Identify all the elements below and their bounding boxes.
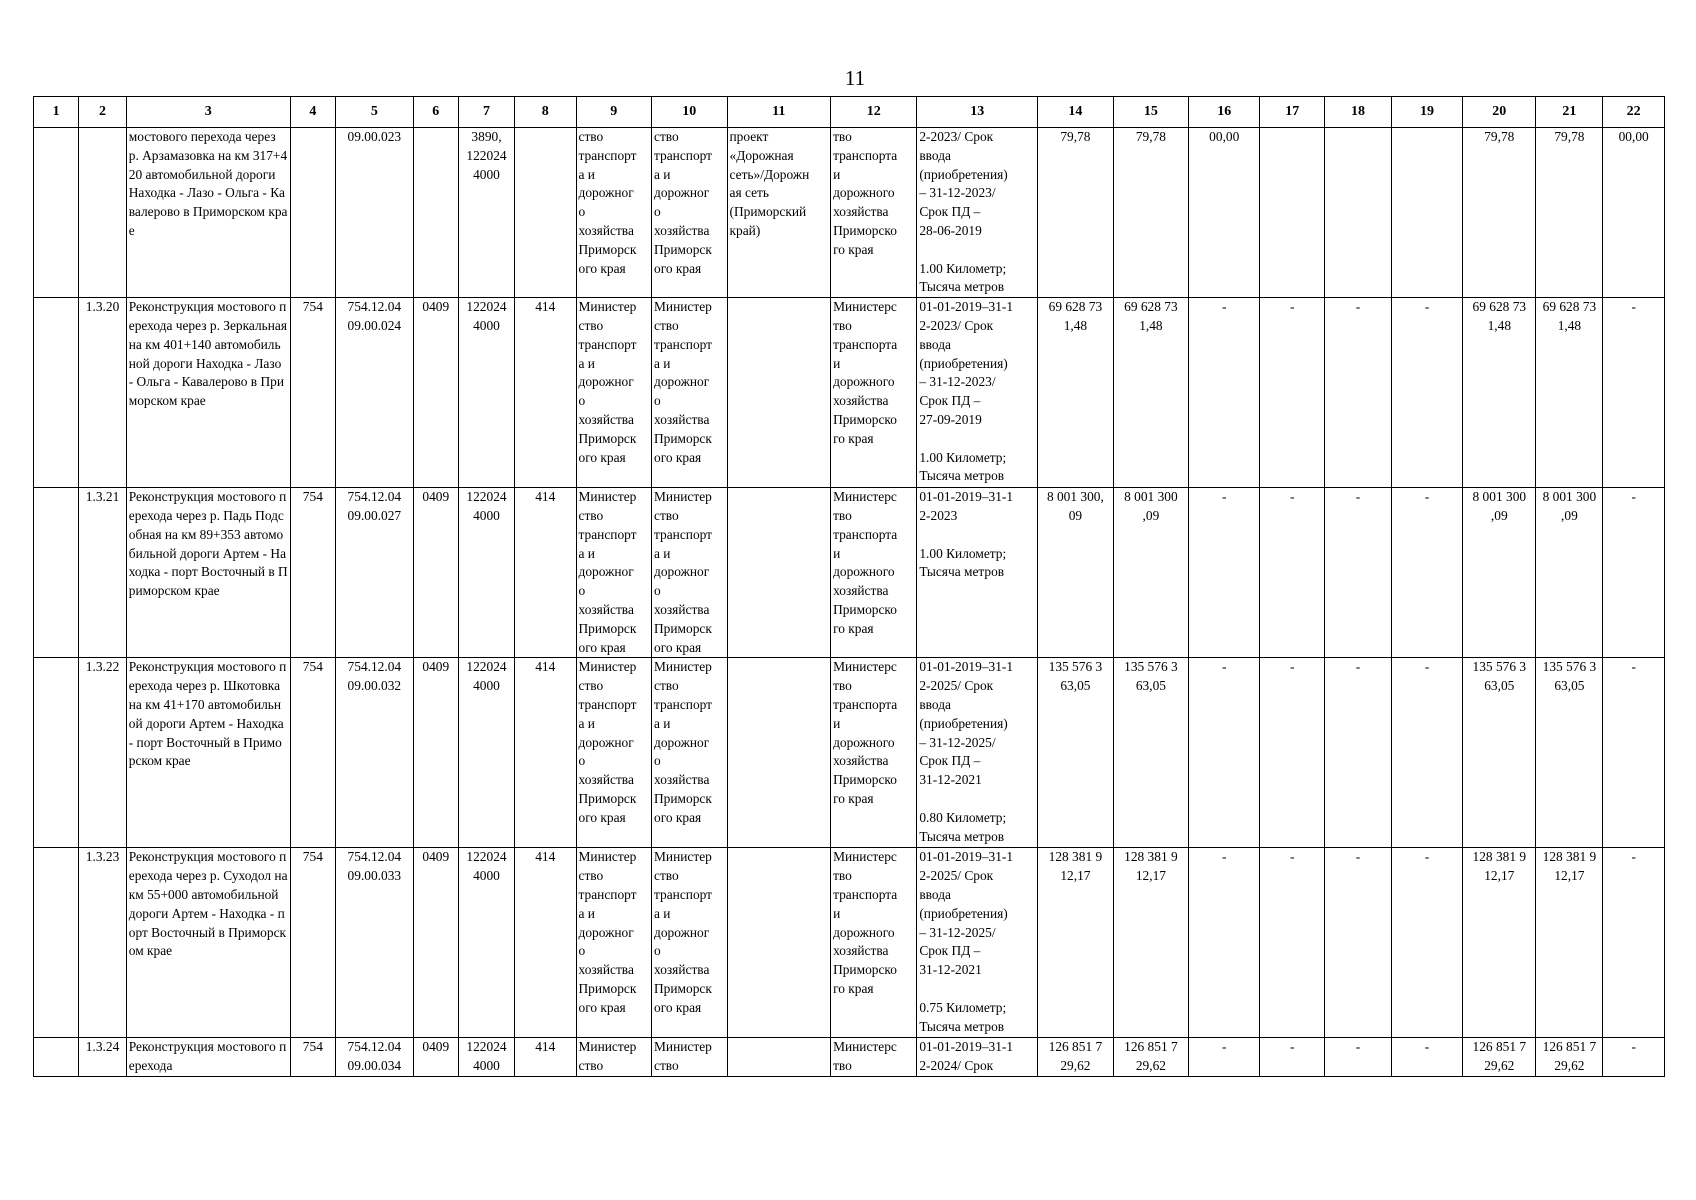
table-cell-col-8: 414 bbox=[515, 848, 576, 1038]
table-cell-col-2: 1.3.20 bbox=[79, 298, 126, 488]
table-cell-col-7: 122024 4000 bbox=[458, 488, 514, 658]
table-cell-col-2: 1.3.22 bbox=[79, 658, 126, 848]
table-cell-col-11 bbox=[727, 488, 831, 658]
column-header: 5 bbox=[336, 97, 414, 128]
table-cell-col-15: 8 001 300 ,09 bbox=[1113, 488, 1189, 658]
table-cell-col-19 bbox=[1391, 128, 1462, 298]
register-table bbox=[33, 96, 1665, 1077]
table-cell-col-2: 1.3.24 bbox=[79, 1038, 126, 1077]
table-cell-col-12: Министерс тво транспорта и дорожного хозяйства Приморско го края bbox=[831, 298, 917, 488]
table-cell-col-19: - bbox=[1391, 848, 1462, 1038]
table-cell-col-22: - bbox=[1603, 658, 1665, 848]
table-cell-col-22: - bbox=[1603, 1038, 1665, 1077]
table-cell-col-20: 126 851 7 29,62 bbox=[1463, 1038, 1536, 1077]
table-cell-col-12: Министерс тво bbox=[831, 1038, 917, 1077]
table-cell-col-13: 01-01-2019–31-1 2-2025/ Срок ввода (приобретения) – 31-12-2025/ Срок ПД – 31-12-2021 0.75 Километр; Тысяча метров bbox=[917, 848, 1038, 1038]
table-cell-col-4: 754 bbox=[290, 488, 335, 658]
column-header: 20 bbox=[1463, 97, 1536, 128]
table-cell-col-17: - bbox=[1260, 848, 1325, 1038]
table-cell-col-9: Министер ство транспорт а и дорожног о хозяйства Приморск ого края bbox=[576, 658, 652, 848]
table-cell-col-11 bbox=[727, 658, 831, 848]
table-cell-col-16: - bbox=[1189, 298, 1260, 488]
table-cell-col-21: 135 576 3 63,05 bbox=[1536, 658, 1603, 848]
table-cell-col-6: 0409 bbox=[413, 658, 458, 848]
table-cell-col-1 bbox=[34, 848, 79, 1038]
table-cell-col-14: 8 001 300, 09 bbox=[1038, 488, 1114, 658]
table-cell-col-15: 128 381 9 12,17 bbox=[1113, 848, 1189, 1038]
table-cell-col-21: 69 628 73 1,48 bbox=[1536, 298, 1603, 488]
table-cell-col-17 bbox=[1260, 128, 1325, 298]
table-cell-col-19: - bbox=[1391, 1038, 1462, 1077]
table-cell-col-10: Министер ство транспорт а и дорожног о хозяйства Приморск ого края bbox=[652, 848, 728, 1038]
table-cell-col-22: - bbox=[1603, 298, 1665, 488]
column-header: 16 bbox=[1189, 97, 1260, 128]
column-header: 2 bbox=[79, 97, 126, 128]
table-cell-col-10: Министер ство транспорт а и дорожног о хозяйства Приморск ого края bbox=[652, 488, 728, 658]
table-cell-col-3: Реконструкция мостового перехода bbox=[126, 1038, 290, 1077]
column-header: 7 bbox=[458, 97, 514, 128]
table-cell-col-2: 1.3.21 bbox=[79, 488, 126, 658]
table-cell-col-13: 2-2023/ Срок ввода (приобретения) – 31-12-2023/ Срок ПД – 28-06-2019 1.00 Километр; Тысяча метров bbox=[917, 128, 1038, 298]
table-cell-col-5: 754.12.04 09.00.024 bbox=[336, 298, 414, 488]
table-cell-col-3: Реконструкция мостового перехода через р. Шкотовка на км 41+170 автомобильной дороги Артем - Находка - порт Восточный в Приморском крае bbox=[126, 658, 290, 848]
table-cell-col-18: - bbox=[1325, 658, 1392, 848]
table-cell-col-18: - bbox=[1325, 1038, 1392, 1077]
table-cell-col-3: Реконструкция мостового перехода через р. Суходол на км 55+000 автомобильной дороги Артем - Находка - порт Восточный в Приморском крае bbox=[126, 848, 290, 1038]
table-cell-col-15: 79,78 bbox=[1113, 128, 1189, 298]
table-cell-col-1 bbox=[34, 488, 79, 658]
table-cell-col-13: 01-01-2019–31-1 2-2023/ Срок ввода (приобретения) – 31-12-2023/ Срок ПД – 27-09-2019 1.00 Километр; Тысяча метров bbox=[917, 298, 1038, 488]
column-header: 9 bbox=[576, 97, 652, 128]
table-cell-col-8: 414 bbox=[515, 488, 576, 658]
table-cell-col-3: мостового перехода через р. Арзамазовка на км 317+420 автомобильной дороги Находка - Лазо - Ольга - Кавалерово в Приморском крае bbox=[126, 128, 290, 298]
table-cell-col-15: 69 628 73 1,48 bbox=[1113, 298, 1189, 488]
column-header: 15 bbox=[1113, 97, 1189, 128]
table-cell-col-6: 0409 bbox=[413, 298, 458, 488]
table-cell-col-4: 754 bbox=[290, 298, 335, 488]
table-cell-col-22: 00,00 bbox=[1603, 128, 1665, 298]
table-cell-col-14: 79,78 bbox=[1038, 128, 1114, 298]
table-cell-col-20: 8 001 300 ,09 bbox=[1463, 488, 1536, 658]
table-cell-col-11: проект «Дорожная сеть»/Дорожн ая сеть (Приморский край) bbox=[727, 128, 831, 298]
table-cell-col-21: 8 001 300 ,09 bbox=[1536, 488, 1603, 658]
table-cell-col-13: 01-01-2019–31-1 2-2023 1.00 Километр; Тысяча метров bbox=[917, 488, 1038, 658]
table-cell-col-1 bbox=[34, 298, 79, 488]
page-number: 11 bbox=[844, 66, 866, 90]
table-cell-col-16: - bbox=[1189, 1038, 1260, 1077]
table-cell-col-16: 00,00 bbox=[1189, 128, 1260, 298]
table-cell-col-4: 754 bbox=[290, 1038, 335, 1077]
table-cell-col-19: - bbox=[1391, 658, 1462, 848]
table-cell-col-5: 754.12.04 09.00.027 bbox=[336, 488, 414, 658]
table-cell-col-7: 122024 4000 bbox=[458, 658, 514, 848]
table-cell-col-6: 0409 bbox=[413, 488, 458, 658]
table-cell-col-12: Министерс тво транспорта и дорожного хозяйства Приморско го края bbox=[831, 488, 917, 658]
table-cell-col-18: - bbox=[1325, 488, 1392, 658]
table-cell-col-7: 122024 4000 bbox=[458, 1038, 514, 1077]
table-cell-col-20: 128 381 9 12,17 bbox=[1463, 848, 1536, 1038]
column-header: 8 bbox=[515, 97, 576, 128]
table-cell-col-15: 135 576 3 63,05 bbox=[1113, 658, 1189, 848]
column-header: 12 bbox=[831, 97, 917, 128]
table-cell-col-14: 126 851 7 29,62 bbox=[1038, 1038, 1114, 1077]
table-cell-col-16: - bbox=[1189, 658, 1260, 848]
table-row bbox=[34, 848, 1665, 1038]
table-cell-col-6 bbox=[413, 128, 458, 298]
column-header: 1 bbox=[34, 97, 79, 128]
table-cell-col-11 bbox=[727, 298, 831, 488]
table-cell-col-17: - bbox=[1260, 658, 1325, 848]
table-cell-col-10: Министер ство транспорт а и дорожног о хозяйства Приморск ого края bbox=[652, 658, 728, 848]
column-header: 17 bbox=[1260, 97, 1325, 128]
column-header: 14 bbox=[1038, 97, 1114, 128]
table-cell-col-21: 128 381 9 12,17 bbox=[1536, 848, 1603, 1038]
table-cell-col-8: 414 bbox=[515, 658, 576, 848]
table-cell-col-22: - bbox=[1603, 488, 1665, 658]
column-header: 11 bbox=[727, 97, 831, 128]
table-cell-col-11 bbox=[727, 848, 831, 1038]
table-cell-col-1 bbox=[34, 128, 79, 298]
table-cell-col-11 bbox=[727, 1038, 831, 1077]
column-header: 3 bbox=[126, 97, 290, 128]
table-cell-col-18 bbox=[1325, 128, 1392, 298]
table-cell-col-20: 135 576 3 63,05 bbox=[1463, 658, 1536, 848]
table-cell-col-10: ство транспорт а и дорожног о хозяйства Приморск ого края bbox=[652, 128, 728, 298]
table-cell-col-9: Министер ство транспорт а и дорожног о хозяйства Приморск ого края bbox=[576, 298, 652, 488]
table-cell-col-16: - bbox=[1189, 488, 1260, 658]
table-cell-col-15: 126 851 7 29,62 bbox=[1113, 1038, 1189, 1077]
table-cell-col-10: Министер ство транспорт а и дорожног о хозяйства Приморск ого края bbox=[652, 298, 728, 488]
table-cell-col-17: - bbox=[1260, 488, 1325, 658]
table-cell-col-18: - bbox=[1325, 848, 1392, 1038]
column-header: 6 bbox=[413, 97, 458, 128]
table-cell-col-4: 754 bbox=[290, 848, 335, 1038]
table-row bbox=[34, 128, 1665, 298]
column-header: 21 bbox=[1536, 97, 1603, 128]
column-header: 4 bbox=[290, 97, 335, 128]
header-row bbox=[34, 97, 1665, 128]
table-cell-col-10: Министер ство bbox=[652, 1038, 728, 1077]
table-cell-col-14: 69 628 73 1,48 bbox=[1038, 298, 1114, 488]
column-header: 13 bbox=[917, 97, 1038, 128]
table-cell-col-2 bbox=[79, 128, 126, 298]
table-cell-col-9: ство транспорт а и дорожног о хозяйства Приморск ого края bbox=[576, 128, 652, 298]
table-cell-col-3: Реконструкция мостового перехода через р. Падь Подсобная на км 89+353 автомобильной дороги Артем - Находка - порт Восточный в Приморском крае bbox=[126, 488, 290, 658]
table-cell-col-9: Министер ство bbox=[576, 1038, 652, 1077]
table-cell-col-7: 122024 4000 bbox=[458, 298, 514, 488]
table-row bbox=[34, 1038, 1665, 1077]
table-cell-col-8: 414 bbox=[515, 298, 576, 488]
table-cell-col-6: 0409 bbox=[413, 1038, 458, 1077]
table-cell-col-20: 79,78 bbox=[1463, 128, 1536, 298]
table-cell-col-22: - bbox=[1603, 848, 1665, 1038]
table-cell-col-5: 754.12.04 09.00.034 bbox=[336, 1038, 414, 1077]
table-cell-col-20: 69 628 73 1,48 bbox=[1463, 298, 1536, 488]
table-cell-col-4: 754 bbox=[290, 658, 335, 848]
table-cell-col-14: 135 576 3 63,05 bbox=[1038, 658, 1114, 848]
table-cell-col-5: 754.12.04 09.00.033 bbox=[336, 848, 414, 1038]
table-cell-col-12: тво транспорта и дорожного хозяйства Приморско го края bbox=[831, 128, 917, 298]
table-row bbox=[34, 488, 1665, 658]
table-cell-col-19: - bbox=[1391, 488, 1462, 658]
table-cell-col-13: 01-01-2019–31-1 2-2024/ Срок bbox=[917, 1038, 1038, 1077]
table-cell-col-3: Реконструкция мостового перехода через р. Зеркальная на км 401+140 автомобильной дороги Находка - Лазо - Ольга - Кавалерово в Приморском крае bbox=[126, 298, 290, 488]
table-cell-col-7: 122024 4000 bbox=[458, 848, 514, 1038]
table-row bbox=[34, 298, 1665, 488]
table-cell-col-19: - bbox=[1391, 298, 1462, 488]
column-header: 19 bbox=[1391, 97, 1462, 128]
table-cell-col-2: 1.3.23 bbox=[79, 848, 126, 1038]
table-cell-col-21: 79,78 bbox=[1536, 128, 1603, 298]
table-cell-col-1 bbox=[34, 1038, 79, 1077]
table-cell-col-6: 0409 bbox=[413, 848, 458, 1038]
table-cell-col-8: 414 bbox=[515, 1038, 576, 1077]
table-cell-col-4 bbox=[290, 128, 335, 298]
table-cell-col-18: - bbox=[1325, 298, 1392, 488]
table-cell-col-12: Министерс тво транспорта и дорожного хозяйства Приморско го края bbox=[831, 848, 917, 1038]
table-cell-col-14: 128 381 9 12,17 bbox=[1038, 848, 1114, 1038]
table-cell-col-12: Министерс тво транспорта и дорожного хозяйства Приморско го края bbox=[831, 658, 917, 848]
table-cell-col-17: - bbox=[1260, 298, 1325, 488]
column-header: 10 bbox=[652, 97, 728, 128]
table-cell-col-9: Министер ство транспорт а и дорожног о хозяйства Приморск ого края bbox=[576, 488, 652, 658]
table-cell-col-8 bbox=[515, 128, 576, 298]
table-cell-col-16: - bbox=[1189, 848, 1260, 1038]
table-cell-col-21: 126 851 7 29,62 bbox=[1536, 1038, 1603, 1077]
table-cell-col-5: 754.12.04 09.00.032 bbox=[336, 658, 414, 848]
table-cell-col-7: 3890, 122024 4000 bbox=[458, 128, 514, 298]
table-cell-col-13: 01-01-2019–31-1 2-2025/ Срок ввода (приобретения) – 31-12-2025/ Срок ПД – 31-12-2021 0.80 Километр; Тысяча метров bbox=[917, 658, 1038, 848]
table-cell-col-1 bbox=[34, 658, 79, 848]
column-header: 18 bbox=[1325, 97, 1392, 128]
table-cell-col-17: - bbox=[1260, 1038, 1325, 1077]
table-cell-col-5: 09.00.023 bbox=[336, 128, 414, 298]
table-cell-col-9: Министер ство транспорт а и дорожног о хозяйства Приморск ого края bbox=[576, 848, 652, 1038]
table-row bbox=[34, 658, 1665, 848]
column-header: 22 bbox=[1603, 97, 1665, 128]
